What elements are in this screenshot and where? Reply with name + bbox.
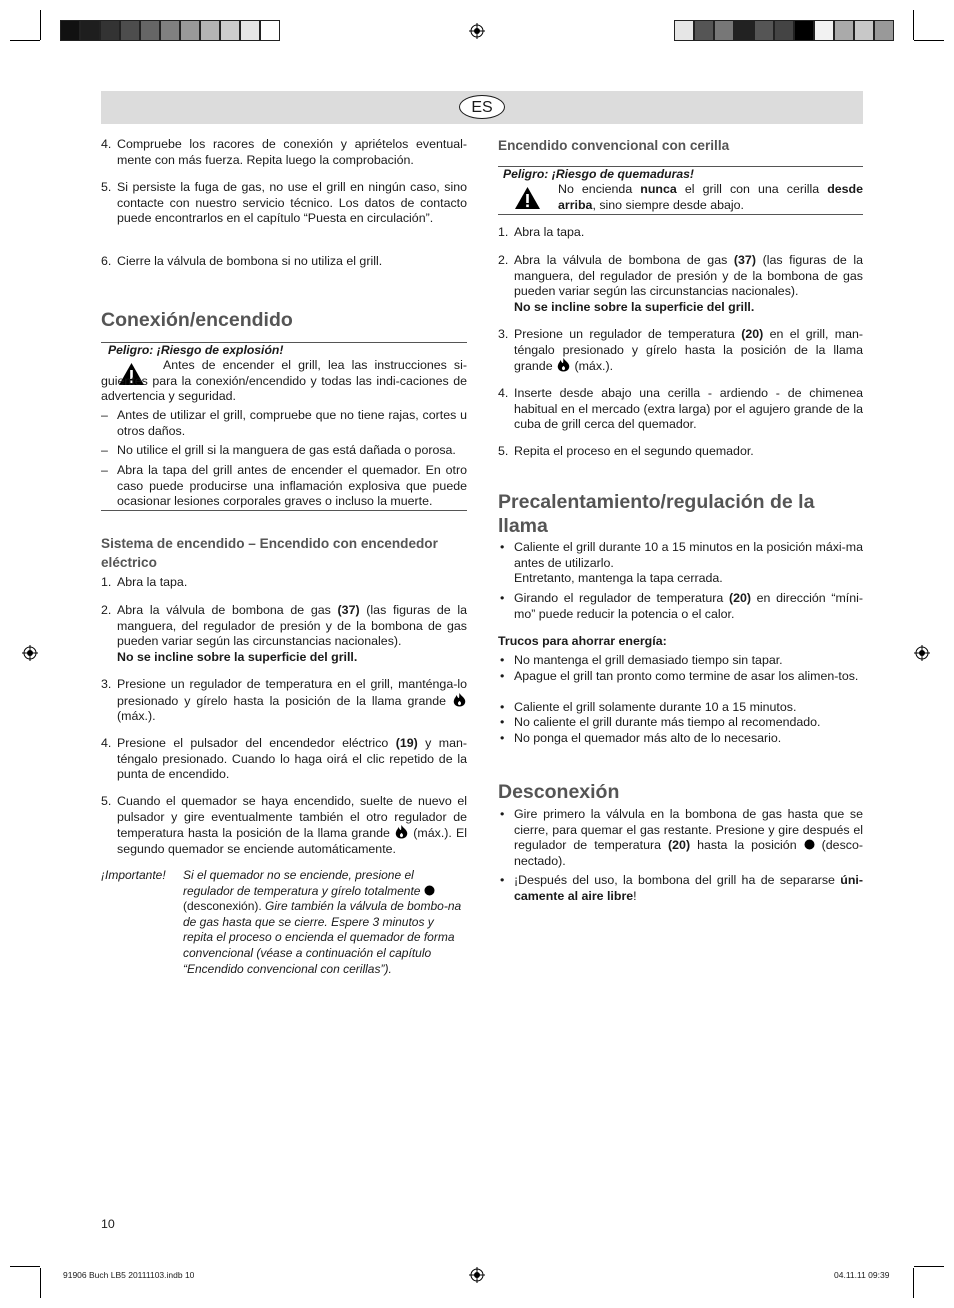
flame-icon	[556, 358, 571, 372]
warning-dash-item: – No utilice el grill si la manguera de gas está dañada o porosa.	[101, 443, 456, 457]
warning-dash-item: – Abra la tapa del grill antes de encender el quemador. En otro caso puede producirse una inflamación explosiva que puede ocasionar lesiones corporales graves o incluso la muerte.	[101, 463, 467, 509]
registration-mark-icon	[469, 23, 485, 39]
step-item: 2. Abra la válvula de bombona de gas (37) (las figuras de la manguera, del regulador de presión y de la bombona de gas pueden variar según las circunstancias nacionales). No se incline sobre la superficie del grill.	[101, 603, 467, 664]
list-item: 6. Cierre la válvula de bombona si no utiliza el grill.	[101, 254, 383, 268]
warning-label: Peligro: ¡Riesgo de explosión!	[108, 343, 284, 357]
important-note: Si el quemador no se enciende, presione el regulador de temperatura y gírelo totalmente (desconexión). Gire también la válvula de bombo-na de gas hasta que se cierre. Espere 3 minutos y repita el proceso o encienda el quemador de forma convencional (véase a continuación el capítulo “Encendido convencional con cerillas”).	[183, 868, 462, 976]
registration-mark-icon	[22, 645, 38, 661]
tip-item: • Apague el grill tan pronto como termine de asar los alimen-tos.	[500, 669, 859, 683]
flame-icon	[394, 825, 409, 839]
flame-icon	[452, 693, 467, 707]
footer-file: 91906 Buch LB5 20111103.indb 10	[63, 1270, 195, 1280]
registration-mark-icon	[469, 1267, 485, 1283]
section-heading: Precalentamiento/regulación de la llama	[498, 491, 815, 537]
warning-dash-item: – Antes de utilizar el grill, compruebe que no tiene rajas, cortes u otros daños.	[101, 408, 467, 438]
step-item: 4. Inserte desde abajo una cerilla - ardiendo - de chimenea habitual en el mercado (extra larga) por el agujero grande de la cuba de grill cerca del quemador.	[498, 386, 863, 432]
step-item: 3. Presione un regulador de temperatura (20) en el grill, man-téngalo presionado y gírelo hasta la posición de la llama grande (máx.).	[498, 327, 863, 374]
tip-item: • No mantenga el grill demasiado tiempo sin tapar.	[500, 653, 783, 667]
bullet-item: • Girando el regulador de temperatura (20) en dirección “míni-mo” puede reducir la potencia o el calor.	[500, 591, 863, 621]
list-item: 5. Si persiste la fuga de gas, no use el grill en ningún caso, sino contacte con nuestro servicio técnico. Los datos de contacto puede encontrarlos en el capítulo “Puesta en circulación”.	[101, 180, 467, 226]
warning-label: Peligro: ¡Riesgo de quemaduras!	[503, 167, 694, 181]
tips-heading: Trucos para ahorrar energía:	[498, 634, 667, 648]
tip-item: • No ponga el quemador más alto de lo necesario.	[500, 731, 782, 745]
section-heading: Desconexión	[498, 781, 620, 803]
off-dot-icon	[804, 839, 815, 850]
step-item: 2. Abra la válvula de bombona de gas (37) (las figuras de la manguera, del regulador de presión y de la bombona de gas pueden variar según las circunstancias nacionales). No se incline sobre la superficie del grill.	[498, 253, 863, 314]
registration-mark-icon	[914, 645, 930, 661]
warning-text: Antes de encender el grill, lea las instrucciones si-guientes para la conexión/encendido y todas las indi-caciones de advertencia y seguridad.	[101, 358, 467, 404]
tip-item: • Caliente el grill solamente durante 10 a 15 minutos.	[500, 700, 797, 714]
bullet-item: • Caliente el grill durante 10 a 15 minutos en la posición máxi-ma antes de utilizarlo. Entretanto, mantenga la tapa cerrada.	[500, 540, 863, 586]
subsection-heading: Sistema de encendido – Encendido con encendedor eléctrico	[101, 536, 438, 570]
step-item: 1. Abra la tapa.	[101, 575, 188, 589]
step-item: 3. Presione un regulador de temperatura en el grill, manténga-lo presionado y gírelo hasta la posición de la llama grande (máx.).	[101, 677, 467, 724]
list-item: 4. Compruebe los racores de conexión y apriételos eventual-mente con más fuerza. Repita luego la comprobación.	[101, 137, 467, 167]
page-number: 10	[101, 1217, 115, 1231]
bullet-item: • ¡Después del uso, la bombona del grill ha de separarse úni-camente al aire libre!	[500, 873, 863, 903]
important-label: ¡Importante!	[101, 868, 166, 882]
off-dot-icon	[424, 885, 435, 896]
tip-item: • No caliente el grill durante más tiempo al recomendado.	[500, 715, 821, 729]
warning-icon	[514, 186, 541, 210]
subsection-heading: Encendido convencional con cerilla	[498, 138, 730, 153]
warning-bottom-rule	[101, 510, 467, 511]
step-item: 5. Repita el proceso en el segundo quemador.	[498, 444, 754, 458]
step-item: 1. Abra la tapa.	[498, 225, 585, 239]
step-item: 5. Cuando el quemador se haya encendido, suelte de nuevo el pulsador y gire eventualmente también el otro regulador de temperatura hasta la posición de la llama grande (máx.). El segundo quemador se enciende automáticamente.	[101, 794, 468, 856]
language-badge: ES	[459, 95, 505, 119]
step-item: 4. Presione el pulsador del encendedor eléctrico (19) y man-téngalo presionado. Cuando lo haga oirá el clic repetido de la punta de encendido.	[101, 736, 468, 782]
warning-text: No encienda nunca el grill con una cerilla desde arriba, sino siempre desde abajo.	[558, 182, 863, 212]
warning-bottom-rule	[498, 214, 863, 215]
section-heading: Conexión/encendido	[101, 309, 293, 331]
bullet-item: • Gire primero la válvula en la bombona de gas hasta que se cierre, para quemar el gas restante. Presione y gire después el regulador de temperatura (20) hasta la posición (desco-nectado).	[500, 807, 863, 868]
footer-date: 04.11.11 09:39	[834, 1270, 890, 1280]
